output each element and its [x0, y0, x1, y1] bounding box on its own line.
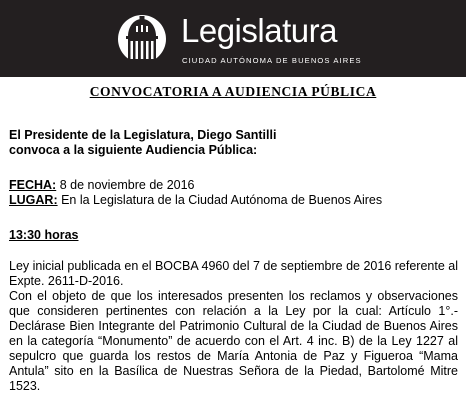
fecha-label: FECHA:	[9, 178, 57, 192]
lugar-row	[9, 193, 461, 208]
lugar-label: LUGAR:	[9, 193, 58, 207]
brand-name: Legislatura	[181, 12, 337, 49]
fecha-value: 8 de noviembre de 2016	[56, 178, 195, 192]
intro-line-2: convoca a la siguiente Audiencia Pública:	[9, 143, 258, 157]
brand-subtitle: CIUDAD AUTÓNOMA DE BUENOS AIRES	[182, 56, 362, 65]
document-title: CONVOCATORIA A AUDIENCIA PÚBLICA	[89, 84, 377, 99]
fecha-row	[9, 178, 461, 193]
event-details	[9, 178, 461, 208]
lugar-value: En la Legislatura de la Ciudad Autónoma de Buenos Aires	[57, 193, 383, 207]
event-time: 13:30 horas	[9, 228, 79, 242]
body-text	[9, 259, 458, 394]
header-banner	[0, 0, 466, 77]
intro-line-1: El Presidente de la Legislatura, Diego Santilli	[9, 128, 277, 142]
paragraph-2: Con el objeto de que los interesados presenten los reclamos y observaciones que consideren pertinentes con relación a la Ley por la cual: Artículo 1°.- Declárase Bien Integrante del Patrimonio Cultural de la Ciudad de Buenos Aires en la categoría “Monumento” de acuerdo con el Art. 4 inc. B) de la Ley 1227 al sepulcro que guarda los restos de María Antonia de Paz y Figueroa “Mama Antula” sito en la Basílica de Nuestras Señora de la Piedad, Bartolomé Mitre 1523.	[9, 289, 458, 393]
intro-text	[9, 128, 459, 158]
legislature-building-icon	[116, 10, 168, 68]
paragraph-1: Ley inicial publicada en el BOCBA 4960 del 7 de septiembre de 2016 referente al Expte. 2611-D-2016.	[9, 259, 458, 288]
